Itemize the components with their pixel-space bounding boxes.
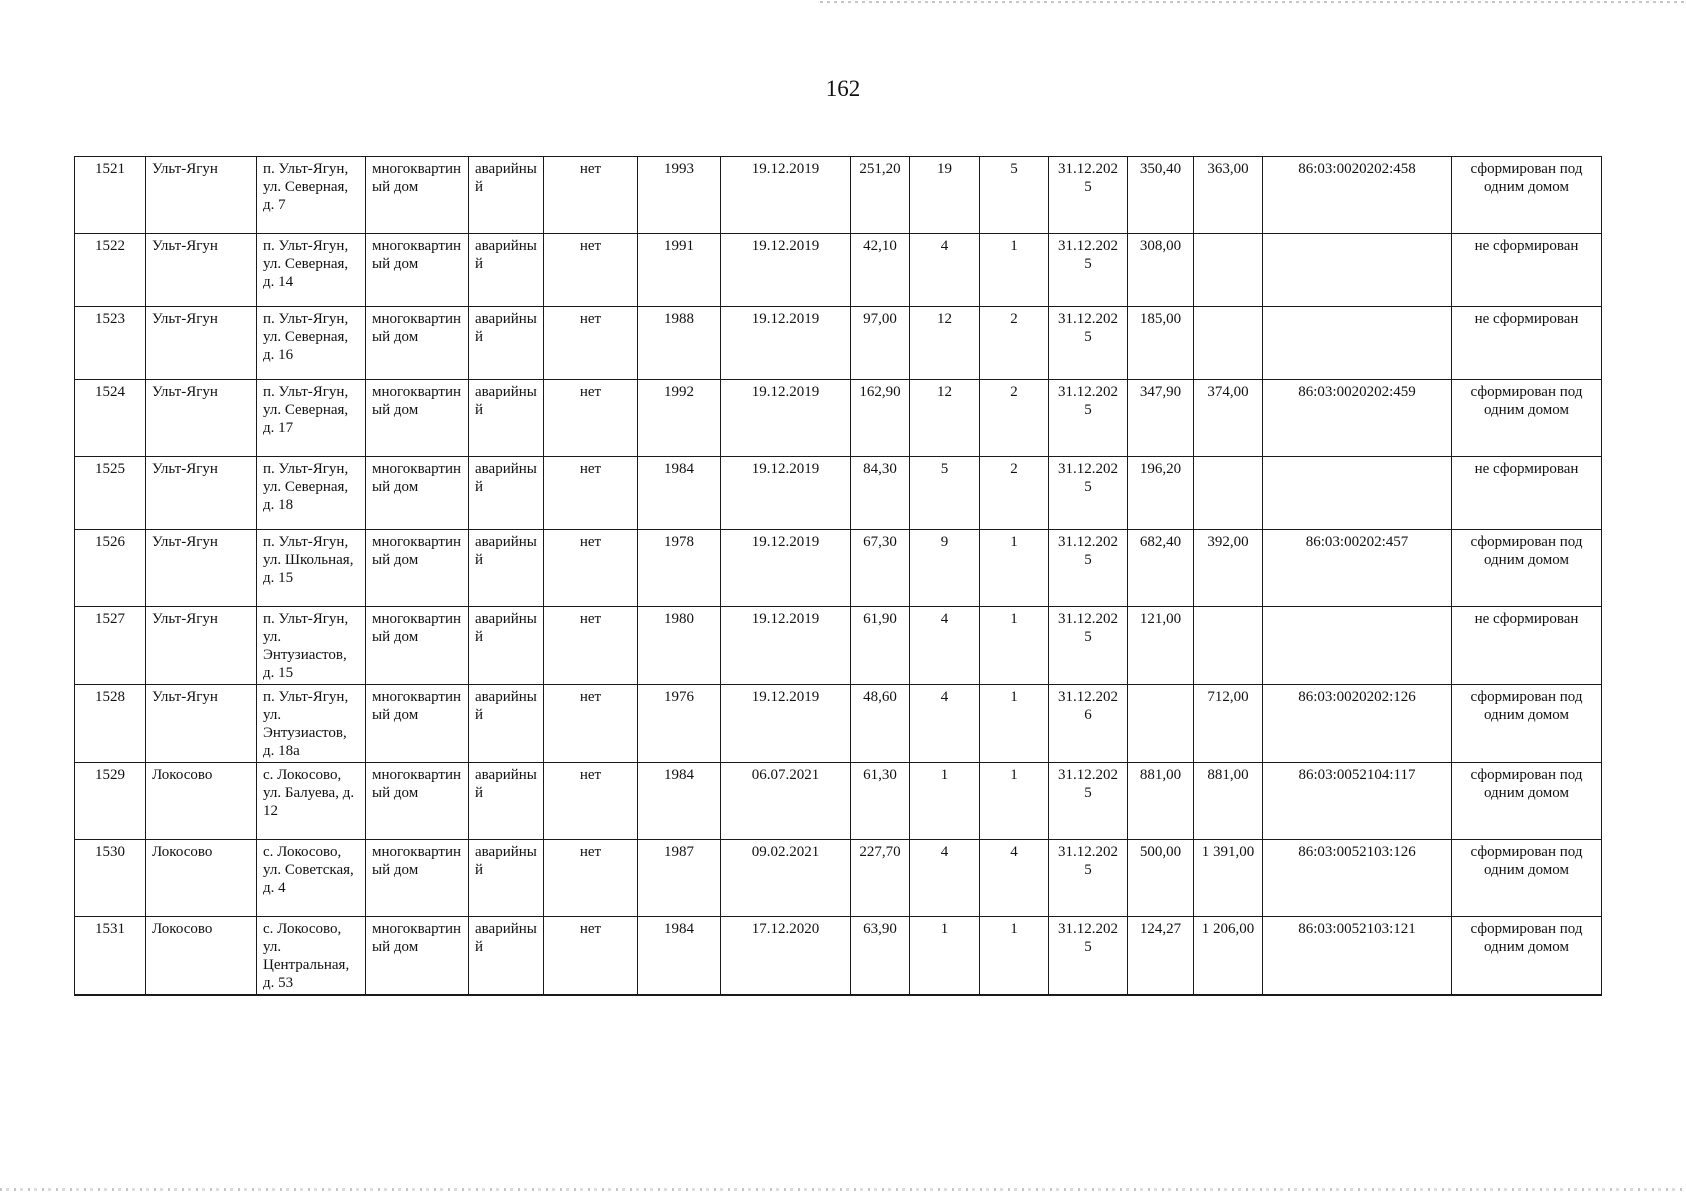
cell-building-type: многоквартиный дом: [366, 380, 469, 457]
cell-id: 1521: [75, 157, 146, 234]
cell-area-2: 500,00: [1128, 840, 1194, 917]
cell-date: 19.12.2019: [721, 234, 851, 307]
cell-units: 5: [980, 157, 1049, 234]
table-body: [75, 157, 1602, 996]
cell-year: 1988: [638, 307, 721, 380]
cell-units: 4: [980, 840, 1049, 917]
cell-land-area: 1 206,00: [1194, 917, 1263, 996]
cell-area-2: 121,00: [1128, 607, 1194, 685]
cell-date: 19.12.2019: [721, 380, 851, 457]
cell-status: аварийный: [469, 530, 544, 607]
cell-land-area: [1194, 457, 1263, 530]
cell-cadastral-number: 86:03:00202:457: [1263, 530, 1452, 607]
cell-year: 1980: [638, 607, 721, 685]
cell-year: 1978: [638, 530, 721, 607]
cell-land-area: [1194, 307, 1263, 380]
cell-land-status: сформирован под одним домом: [1452, 380, 1602, 457]
cell-cadastral-number: 86:03:0020202:459: [1263, 380, 1452, 457]
cell-deadline: 31.12.2025: [1049, 763, 1128, 840]
cell-building-type: многоквартиный дом: [366, 234, 469, 307]
cell-year: 1984: [638, 763, 721, 840]
cell-land-area: 881,00: [1194, 763, 1263, 840]
cell-deadline: 31.12.2025: [1049, 380, 1128, 457]
table-row: [75, 234, 1602, 307]
cell-settlement: Ульт-Ягун: [146, 457, 257, 530]
cell-id: 1523: [75, 307, 146, 380]
cell-land-status: сформирован под одним домом: [1452, 840, 1602, 917]
cell-land-status: не сформирован: [1452, 234, 1602, 307]
cell-flag: нет: [544, 685, 638, 763]
cell-address: п. Ульт-Ягун, ул. Школьная, д. 15: [257, 530, 366, 607]
cell-area-2: 350,40: [1128, 157, 1194, 234]
cell-area-2: [1128, 685, 1194, 763]
cell-id: 1530: [75, 840, 146, 917]
cell-flag: нет: [544, 607, 638, 685]
cell-building-type: многоквартиный дом: [366, 763, 469, 840]
cell-residents: 19: [910, 157, 980, 234]
cell-flag: нет: [544, 917, 638, 996]
table-row: [75, 685, 1602, 763]
cell-flag: нет: [544, 457, 638, 530]
cell-land-area: [1194, 234, 1263, 307]
cell-deadline: 31.12.2025: [1049, 234, 1128, 307]
cell-year: 1984: [638, 457, 721, 530]
cell-settlement: Ульт-Ягун: [146, 607, 257, 685]
cell-year: 1984: [638, 917, 721, 996]
cell-settlement: Ульт-Ягун: [146, 234, 257, 307]
cell-area-2: 185,00: [1128, 307, 1194, 380]
table-row: [75, 840, 1602, 917]
cell-residents: 4: [910, 607, 980, 685]
cell-address: п. Ульт-Ягун, ул. Северная, д. 18: [257, 457, 366, 530]
cell-area: 227,70: [851, 840, 910, 917]
cell-area-2: 881,00: [1128, 763, 1194, 840]
table-row: [75, 157, 1602, 234]
cell-units: 1: [980, 607, 1049, 685]
cell-year: 1987: [638, 840, 721, 917]
cell-deadline: 31.12.2026: [1049, 685, 1128, 763]
cell-cadastral-number: [1263, 457, 1452, 530]
cell-deadline: 31.12.2025: [1049, 157, 1128, 234]
cell-flag: нет: [544, 840, 638, 917]
cell-id: 1526: [75, 530, 146, 607]
cell-settlement: Ульт-Ягун: [146, 307, 257, 380]
cell-flag: нет: [544, 763, 638, 840]
cell-units: 2: [980, 307, 1049, 380]
cell-building-type: многоквартиный дом: [366, 917, 469, 996]
cell-area: 42,10: [851, 234, 910, 307]
cell-area: 48,60: [851, 685, 910, 763]
cell-settlement: Локосово: [146, 763, 257, 840]
cell-land-area: 1 391,00: [1194, 840, 1263, 917]
cell-building-type: многоквартиный дом: [366, 457, 469, 530]
cell-address: п. Ульт-Ягун, ул. Северная, д. 7: [257, 157, 366, 234]
table-row: [75, 307, 1602, 380]
cell-area: 61,90: [851, 607, 910, 685]
cell-date: 17.12.2020: [721, 917, 851, 996]
cell-settlement: Ульт-Ягун: [146, 685, 257, 763]
cell-area-2: 347,90: [1128, 380, 1194, 457]
cell-land-status: сформирован под одним домом: [1452, 157, 1602, 234]
cell-area-2: 124,27: [1128, 917, 1194, 996]
cell-residents: 9: [910, 530, 980, 607]
cell-land-status: сформирован под одним домом: [1452, 763, 1602, 840]
cell-building-type: многоквартиный дом: [366, 607, 469, 685]
cell-cadastral-number: [1263, 607, 1452, 685]
cell-id: 1524: [75, 380, 146, 457]
cell-flag: нет: [544, 234, 638, 307]
cell-status: аварийный: [469, 380, 544, 457]
cell-deadline: 31.12.2025: [1049, 607, 1128, 685]
cell-settlement: Локосово: [146, 840, 257, 917]
cell-year: 1992: [638, 380, 721, 457]
cell-id: 1522: [75, 234, 146, 307]
table-row: [75, 607, 1602, 685]
cell-id: 1527: [75, 607, 146, 685]
cell-date: 19.12.2019: [721, 530, 851, 607]
cell-id: 1531: [75, 917, 146, 996]
cell-residents: 12: [910, 307, 980, 380]
cell-cadastral-number: 86:03:0020202:126: [1263, 685, 1452, 763]
cell-status: аварийный: [469, 763, 544, 840]
cell-deadline: 31.12.2025: [1049, 840, 1128, 917]
table-row: [75, 457, 1602, 530]
cell-residents: 1: [910, 763, 980, 840]
cell-area: 97,00: [851, 307, 910, 380]
cell-settlement: Локосово: [146, 917, 257, 996]
cell-id: 1529: [75, 763, 146, 840]
cell-land-status: не сформирован: [1452, 607, 1602, 685]
cell-area: 67,30: [851, 530, 910, 607]
cell-residents: 4: [910, 840, 980, 917]
cell-land-status: сформирован под одним домом: [1452, 530, 1602, 607]
cell-building-type: многоквартиный дом: [366, 840, 469, 917]
cell-status: аварийный: [469, 307, 544, 380]
cell-address: п. Ульт-Ягун, ул. Северная, д. 16: [257, 307, 366, 380]
cell-area: 61,30: [851, 763, 910, 840]
cell-units: 1: [980, 685, 1049, 763]
cell-units: 1: [980, 763, 1049, 840]
cell-address: п. Ульт-Ягун, ул. Энтузиастов, д. 18а: [257, 685, 366, 763]
cell-date: 19.12.2019: [721, 457, 851, 530]
cell-status: аварийный: [469, 457, 544, 530]
cell-building-type: многоквартиный дом: [366, 530, 469, 607]
cell-address: с. Локосово, ул. Центральная, д. 53: [257, 917, 366, 996]
cell-settlement: Ульт-Ягун: [146, 380, 257, 457]
cell-residents: 1: [910, 917, 980, 996]
cell-units: 1: [980, 530, 1049, 607]
cell-units: 2: [980, 380, 1049, 457]
page-number: 162: [825, 76, 861, 101]
cell-cadastral-number: 86:03:0052103:126: [1263, 840, 1452, 917]
cell-land-status: сформирован под одним домом: [1452, 685, 1602, 763]
cell-settlement: Ульт-Ягун: [146, 530, 257, 607]
cell-flag: нет: [544, 307, 638, 380]
table-row: [75, 530, 1602, 607]
cell-cadastral-number: 86:03:0052103:121: [1263, 917, 1452, 996]
cell-settlement: Ульт-Ягун: [146, 157, 257, 234]
cell-cadastral-number: 86:03:0052104:117: [1263, 763, 1452, 840]
cell-status: аварийный: [469, 607, 544, 685]
cell-land-status: сформирован под одним домом: [1452, 917, 1602, 996]
cell-address: с. Локосово, ул. Балуева, д. 12: [257, 763, 366, 840]
cell-residents: 5: [910, 457, 980, 530]
cell-date: 19.12.2019: [721, 157, 851, 234]
cell-area-2: 308,00: [1128, 234, 1194, 307]
cell-cadastral-number: [1263, 234, 1452, 307]
cell-building-type: многоквартиный дом: [366, 157, 469, 234]
cell-cadastral-number: 86:03:0020202:458: [1263, 157, 1452, 234]
cell-address: с. Локосово, ул. Советская, д. 4: [257, 840, 366, 917]
cell-area: 63,90: [851, 917, 910, 996]
cell-address: п. Ульт-Ягун, ул. Северная, д. 17: [257, 380, 366, 457]
cell-year: 1991: [638, 234, 721, 307]
cell-area: 162,90: [851, 380, 910, 457]
cell-land-area: [1194, 607, 1263, 685]
cell-land-status: не сформирован: [1452, 307, 1602, 380]
cell-date: 09.02.2021: [721, 840, 851, 917]
cell-units: 1: [980, 234, 1049, 307]
cell-units: 1: [980, 917, 1049, 996]
cell-status: аварийный: [469, 157, 544, 234]
cell-status: аварийный: [469, 685, 544, 763]
cell-deadline: 31.12.2025: [1049, 307, 1128, 380]
scan-artifact-top: [820, 1, 1686, 3]
cell-deadline: 31.12.2025: [1049, 917, 1128, 996]
table-row: [75, 380, 1602, 457]
cell-status: аварийный: [469, 917, 544, 996]
cell-address: п. Ульт-Ягун, ул. Энтузиастов, д. 15: [257, 607, 366, 685]
cell-building-type: многоквартиный дом: [366, 307, 469, 380]
cell-date: 19.12.2019: [721, 607, 851, 685]
cell-deadline: 31.12.2025: [1049, 530, 1128, 607]
cell-land-area: 363,00: [1194, 157, 1263, 234]
cell-land-area: 712,00: [1194, 685, 1263, 763]
cell-date: 06.07.2021: [721, 763, 851, 840]
cell-building-type: многоквартиный дом: [366, 685, 469, 763]
cell-area: 84,30: [851, 457, 910, 530]
cell-id: 1525: [75, 457, 146, 530]
cell-land-area: 374,00: [1194, 380, 1263, 457]
cell-flag: нет: [544, 530, 638, 607]
table-row: [75, 763, 1602, 840]
cell-residents: 12: [910, 380, 980, 457]
cell-date: 19.12.2019: [721, 307, 851, 380]
cell-area-2: 196,20: [1128, 457, 1194, 530]
cell-deadline: 31.12.2025: [1049, 457, 1128, 530]
cell-cadastral-number: [1263, 307, 1452, 380]
cell-status: аварийный: [469, 234, 544, 307]
cell-address: п. Ульт-Ягун, ул. Северная, д. 14: [257, 234, 366, 307]
housing-registry-table: [74, 156, 1602, 996]
cell-units: 2: [980, 457, 1049, 530]
cell-date: 19.12.2019: [721, 685, 851, 763]
cell-flag: нет: [544, 157, 638, 234]
cell-status: аварийный: [469, 840, 544, 917]
cell-area: 251,20: [851, 157, 910, 234]
cell-residents: 4: [910, 234, 980, 307]
table-row: [75, 917, 1602, 996]
cell-residents: 4: [910, 685, 980, 763]
cell-area-2: 682,40: [1128, 530, 1194, 607]
cell-land-status: не сформирован: [1452, 457, 1602, 530]
cell-year: 1976: [638, 685, 721, 763]
cell-id: 1528: [75, 685, 146, 763]
cell-flag: нет: [544, 380, 638, 457]
cell-year: 1993: [638, 157, 721, 234]
cell-land-area: 392,00: [1194, 530, 1263, 607]
scan-artifact-bottom: [0, 1188, 1686, 1191]
